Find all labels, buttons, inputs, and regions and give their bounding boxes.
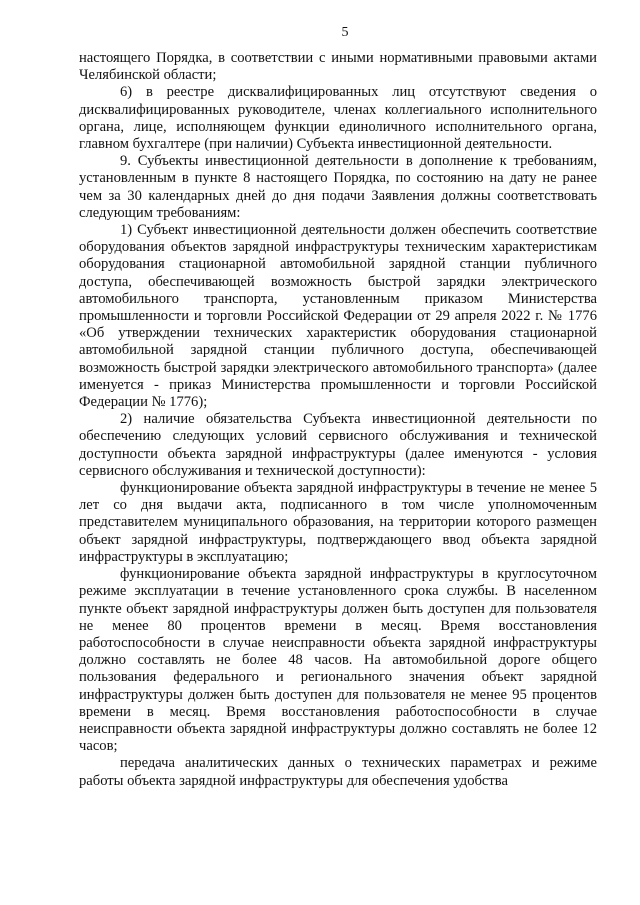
paragraph-clause-9: 9. Субъекты инвестиционной деятельности в дополнение к требованиям, установленным в пункте 8 настоящего Порядка, по состоянию на дату не ранее чем за 30 календарных дней до дня подачи Заявления должны соответствовать следующим требованиям: bbox=[79, 153, 597, 221]
paragraph-condition-round-the-clock: функционирование объекта зарядной инфраструктуры в круглосуточном режиме эксплуатации в течение установленного срока службы. В населенном пункте объект зарядной инфраструктуры должен быть доступен для пользователя не менее 80 процентов времени в месяц. Время восстановления работоспособности в случае неисправности объекта зарядной инфраструктуры должно составлять не более 48 часов. На автомобильной дороге общего пользования федерального и регионального значения объект зарядной инфраструктуры должен быть доступен для пользователя не менее 95 процентов времени в месяц. Время восстановления работоспособности в случае неисправности объекта зарядной инфраструктуры должно составлять не более 12 часов; bbox=[79, 566, 597, 755]
paragraph-condition-operation-term: функционирование объекта зарядной инфраструктуры в течение не менее 5 лет со дня выдачи акта, подписанного в том числе уполномоченным представителем муниципального образования, на территории которого размещен объект зарядной инфраструктуры, подтверждающего ввод объекта зарядной инфраструктуры в эксплуатацию; bbox=[79, 480, 597, 565]
paragraph-continuation: настоящего Порядка, в соответствии с иными нормативными правовыми актами Челябинской области; bbox=[79, 50, 597, 84]
page-number: 5 bbox=[341, 25, 349, 40]
paragraph-condition-analytics: передача аналитических данных о технических параметрах и режиме работы объекта зарядной инфраструктуры для обеспечения удобства bbox=[79, 755, 597, 789]
paragraph-requirement-2: 2) наличие обязательства Субъекта инвестиционной деятельности по обеспечению следующих условий сервисного обслуживания и технической доступности объекта зарядной инфраструктуры (далее именуются - условия сервисного обслуживания и технической доступности): bbox=[79, 411, 597, 479]
paragraph-requirement-1: 1) Субъект инвестиционной деятельности должен обеспечить соответствие оборудования объектов зарядной инфраструктуры техническим характеристикам оборудования стационарной автомобильной зарядной станции публичного доступа, обеспечивающей возможность быстрой зарядки электрического автомобильного транспорта, установленным приказом Министерства промышленности и торговли Российской Федерации от 29 апреля 2022 г. № 1776 «Об утверждении технических характеристик оборудования стационарной автомобильной зарядной станции публичного доступа, обеспечивающей возможность быстрой зарядки электрического автомобильного транспорта» (далее именуется - приказ Министерства промышленности и торговли Российской Федерации № 1776); bbox=[79, 222, 597, 411]
paragraph-item-6: 6) в реестре дисквалифицированных лиц отсутствуют сведения о дисквалифицированных руководителе, членах коллегиального исполнительного органа, лице, исполняющем функции единоличного исполнительного органа, главном бухгалтере (при наличии) Субъекта инвестиционной деятельности. bbox=[79, 84, 597, 153]
